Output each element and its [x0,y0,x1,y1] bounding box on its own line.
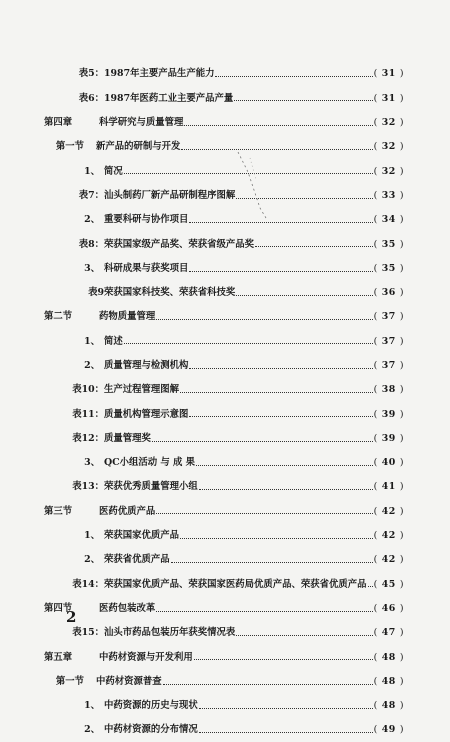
toc-entry-page: ( 42 ) [374,531,404,540]
toc-entry-page: ( 40 ) [374,458,404,467]
toc-entry-title: 1987年主要产品生产能力 [104,68,215,80]
toc-leader-dots [236,634,372,636]
toc-entry-page: ( 35 ) [374,264,404,273]
toc-entry-title: 荣获国家优质产品、荣获国家医药局优质产品、荣获省优质产品 [104,578,367,590]
toc-entry [44,354,404,378]
toc-entry-title: 药物质量管理 [99,311,156,323]
toc-entry-title: 质量管理与检测机构 [104,360,189,371]
toc-entry [44,378,404,402]
toc-entry-page: ( 35 ) [374,240,404,249]
table-of-contents [44,62,404,742]
toc-entry-title: 中药资源的历史与现状 [104,700,198,712]
toc-entry-label: 1、 [84,530,100,542]
toc-entry-label: 第四节 [44,602,73,614]
toc-entry [44,208,404,232]
toc-entry [44,159,404,183]
toc-entry-page: ( 33 ) [374,191,404,200]
toc-leader-dots [194,658,373,660]
toc-entry-label: 表8： [78,238,104,250]
toc-entry-label: 表12： [72,432,104,444]
toc-entry-title: 医药优质产品 [99,505,156,517]
toc-entry-page: ( 48 ) [374,677,404,686]
toc-entry-title: 荣获国家级产品奖、荣获省级产品奖 [104,238,255,250]
toc-entry-title: 质量机构管理示意图 [104,408,189,420]
toc-entry [44,135,404,159]
toc-leader-dots [236,197,372,199]
toc-entry-label: 表11： [72,408,104,420]
toc-leader-dots [199,731,373,733]
toc-leader-dots [215,75,372,77]
toc-entry-page: ( 32 ) [374,167,404,176]
toc-leader-dots [234,99,372,101]
toc-entry-page: ( 31 ) [374,94,404,103]
toc-entry-page: ( 42 ) [374,507,404,516]
toc-entry-label: 2、 [84,214,100,226]
toc-entry-label: 第四章 [44,117,73,129]
toc-entry-label: 1、 [84,165,100,177]
toc-entry-label: 1、 [84,335,100,347]
toc-entry-title: 医药包装改革 [99,602,156,614]
toc-leader-dots [199,488,373,490]
toc-entry-title: QC小组活动 与 成 果 [104,457,196,469]
toc-entry-label: 第一节 [55,675,84,687]
toc-leader-dots [189,221,372,223]
toc-leader-dots [180,537,373,539]
page-number: 2 [66,608,77,626]
toc-entry-label: 第一节 [55,141,84,153]
toc-leader-dots [184,124,372,126]
toc-entry-label: 表14： [72,578,104,590]
toc-leader-dots [199,707,373,709]
toc-entry-page: ( 37 ) [374,361,404,370]
toc-entry-title: 荣获国家优质产品 [104,530,180,542]
toc-entry [44,572,404,596]
toc-entry [44,86,404,110]
toc-entry-title: 汕头制药厂新产品研制程序图解 [104,189,236,201]
toc-entry-page: ( 36 ) [374,288,404,297]
toc-entry [44,281,404,305]
toc-entry-label: 1、 [84,700,100,712]
toc-leader-dots [236,294,372,296]
toc-leader-dots [171,561,373,563]
toc-entry-page: ( 41 ) [374,482,404,491]
toc-entry-title: 荣获国家科技奖、荣获省科技奖 [104,287,236,299]
toc-entry-label: 2、 [84,724,100,736]
toc-leader-dots [156,318,372,320]
toc-entry-label: 表13： [72,481,104,493]
toc-entry-page: ( 47 ) [374,628,404,637]
toc-entry-label: 3、 [84,457,100,469]
toc-entry-label: 3、 [84,262,100,274]
toc-entry-page: ( 49 ) [374,725,404,734]
toc-leader-dots [156,512,372,514]
toc-leader-dots [189,270,372,272]
toc-entry-page: ( 48 ) [374,701,404,710]
toc-entry-label: 表9 [88,287,104,299]
toc-entry-title: 汕头市药品包装历年获奖情况表 [104,627,236,639]
toc-entry [44,62,404,86]
toc-entry-page: ( 48 ) [374,653,404,662]
toc-entry [44,548,404,572]
toc-entry [44,111,404,135]
toc-entry [44,426,404,450]
toc-entry-page: ( 39 ) [374,434,404,443]
toc-entry-page: ( 45 ) [374,580,404,589]
toc-entry-title: 生产过程管理图解 [104,384,180,396]
toc-entry-label: 表10： [72,384,104,396]
toc-entry-page: ( 37 ) [374,337,404,346]
toc-entry-title: 质量管理奖 [104,432,151,444]
toc-entry-label: 2、 [84,360,100,371]
toc-entry-title: 中药材资源的分布情况 [104,724,198,736]
toc-leader-dots [196,464,373,466]
toc-entry [44,669,404,693]
toc-entry [44,621,404,645]
toc-leader-dots [152,440,373,442]
toc-entry [44,524,404,548]
toc-entry-title: 1987年医药工业主要产品产量 [104,92,234,104]
toc-entry-label: 第二节 [44,311,73,323]
toc-entry-page: ( 32 ) [374,142,404,151]
toc-entry-title: 荣获优秀质量管理小组 [104,481,198,493]
toc-entry [44,256,404,280]
toc-leader-dots [124,172,373,174]
toc-entry-label: 第三节 [44,505,73,517]
toc-entry [44,451,404,475]
toc-entry-title: 中药材资源普查 [96,675,162,687]
toc-entry-page: ( 42 ) [374,555,404,564]
toc-entry-label: 表15： [72,627,104,639]
toc-entry-page: ( 31 ) [374,69,404,78]
toc-leader-dots [368,585,373,587]
toc-entry [44,232,404,256]
toc-entry [44,597,404,621]
toc-entry-label: 表7： [78,189,104,201]
toc-entry-label: 表6： [78,92,104,104]
toc-entry-title: 简况 [104,165,123,177]
toc-entry-title: 科学研究与质量管理 [99,117,184,129]
toc-entry-title: 重要科研与协作项目 [104,214,189,226]
toc-entry-title: 荣获省优质产品 [104,554,170,566]
toc-leader-dots [255,245,373,247]
toc-leader-dots [189,367,372,369]
toc-leader-dots [124,342,373,344]
toc-entry [44,475,404,499]
toc-entry-label: 2、 [84,554,100,566]
toc-entry [44,402,404,426]
toc-entry [44,645,404,669]
toc-entry-title: 科研成果与获奖项目 [104,262,189,274]
toc-entry-title: 新产品的研制与开发 [96,141,181,153]
toc-leader-dots [181,148,372,150]
toc-entry-page: ( 46 ) [374,604,404,613]
toc-entry [44,694,404,718]
toc-leader-dots [180,391,373,393]
toc-entry [44,183,404,207]
toc-leader-dots [156,610,372,612]
toc-entry-label: 第五章 [44,651,73,663]
toc-entry-page: ( 34 ) [374,215,404,224]
toc-entry-label: 表5： [78,68,104,80]
toc-entry [44,718,404,742]
toc-entry [44,329,404,353]
toc-entry-page: ( 38 ) [374,385,404,394]
toc-entry-page: ( 39 ) [374,410,404,419]
toc-entry-title: 简述 [104,335,123,347]
toc-entry [44,499,404,523]
toc-entry [44,305,404,329]
toc-leader-dots [189,415,372,417]
toc-entry-title: 中药材资源与开发利用 [99,651,193,663]
toc-entry-page: ( 37 ) [374,312,404,321]
toc-entry-page: ( 32 ) [374,118,404,127]
toc-leader-dots [163,683,373,685]
